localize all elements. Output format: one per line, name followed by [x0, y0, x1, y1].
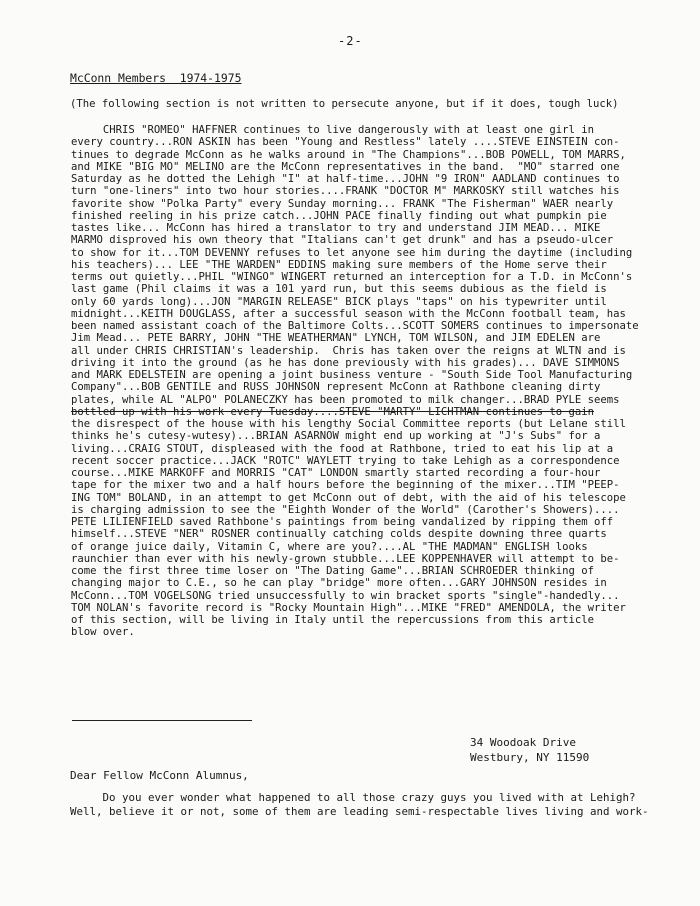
section-divider: [72, 720, 252, 721]
text-line: come the first three time loser on "The Dating Game"...BRIAN SCHROEDER thinking of: [71, 565, 594, 577]
letter-line: Do you ever wonder what happened to all those crazy guys you lived with at Lehigh?: [70, 791, 636, 804]
text-line: last game (Phil claims it was a 101 yard run, but this seems dubious as the field is: [71, 283, 607, 296]
text-line: Saturday as he dotted the Lehigh "I" at half-time...JOHN "9 IRON" AADLAND continues to: [71, 173, 620, 185]
text-line: all under CHRIS CHRISTIAN's leadership. Chris has taken over the reigns at WLTN and is: [71, 344, 626, 357]
text-line: tinues to degrade McConn as he walks around in "The Champions"...BOB POWELL, TOM MARRS,: [71, 148, 626, 161]
members-paragraph: [71, 124, 671, 639]
text-line: changing major to C.E., so he can play "bridge" more often...GARY JOHNSON resides in: [71, 577, 607, 590]
text-line: MARMO disproved his own theory that "Italians can't get drunk" and has a pseudo-ulcer: [71, 234, 614, 247]
text-line: recent soccer practice...JACK "ROTC" WAYLETT trying to take Lehigh as a correspondence: [71, 454, 620, 467]
text-line: thinks he's cutesy-wutesy)...BRIAN ASARNOW might end up working at "J's Subs" for a: [71, 430, 601, 443]
disclaimer-text: (The following section is not written to persecute anyone, but if it does, tough luck): [70, 98, 619, 110]
text-line: CHRIS "ROMEO" HAFFNER continues to live dangerously with at least one girl in: [71, 124, 594, 136]
text-line: only 60 yards long)...JON "MARGIN RELEASE" BICK plays "taps" on his typewriter until: [71, 295, 607, 308]
text-line: PETE LILIENFIELD saved Rathbone's paintings from being vandalized by ripping them off: [71, 516, 614, 528]
text-line: driving it into the ground (as he has done previously with his grades)... DAVE SIMMONS: [71, 356, 620, 369]
text-line: Company"...BOB GENTILE and RUSS JOHNSON represent McConn at Rathbone cleaning dirty: [71, 381, 601, 394]
text-line: himself...STEVE "NER" ROSNER continually catching colds despite downing three quarts: [71, 528, 607, 541]
text-line: favorite show "Polka Party" every Sunday morning... FRANK "The Fisherman" WAER nearly: [71, 197, 614, 210]
text-line: raunchier than ever with his newly-grown stubble...LEE KOPPENHAVER will attempt to be-: [71, 552, 620, 565]
letter-salutation: Dear Fellow McConn Alumnus,: [70, 769, 249, 782]
text-line: of orange juice daily, Vitamin C, where are you?....AL "THE MADMAN" ENGLISH looks: [71, 540, 588, 553]
text-line: bottled up with his work every Tuesday....STEVE "MARTY" LICHTMAN continues to gain: [71, 405, 594, 418]
text-line: Jim Mead... PETE BARRY, JOHN "THE WEATHERMAN" LYNCH, TOM WILSON, and JIM EDELEN are: [71, 332, 601, 345]
text-line: midnight...KEITH DOUGLASS, after a successful season with the McConn football team, has: [71, 307, 626, 320]
section-title: McConn Members 1974-1975: [70, 71, 242, 85]
text-line: finished reeling in his prize catch...JOHN PACE finally finding out what pumpkin pie: [71, 209, 607, 222]
return-address: [470, 735, 589, 765]
text-line: of this section, will be living in Italy until the repercussions from this article: [71, 614, 594, 626]
letter-body: [70, 791, 680, 819]
page-number: -2-: [338, 34, 363, 48]
text-line: ING TOM" BOLAND, in an attempt to get McConn out of debt, with the aid of his telescope: [71, 491, 626, 504]
text-line: to show for it...TOM DEVENNY refuses to let anyone see him during the daytime (including: [71, 246, 633, 259]
letter-line: Well, believe it or not, some of them are leading semi-respectable lives living and work-: [70, 805, 649, 818]
text-line: and MARK EDELSTEIN are opening a joint business venture - "South Side Tool Manufacturing: [71, 369, 633, 381]
text-line: course...MIKE MARKOFF and MORRIS "CAT" LONDON smartly started recording a four-hour: [71, 467, 601, 479]
text-line: every country...RON ASKIN has been "Young and Restless" lately ....STEVE EINSTEIN con-: [71, 136, 620, 149]
text-line: tape for the mixer two and a half hours before the beginning of the mixer...TIM "PEEP-: [71, 479, 620, 492]
text-line: living...CRAIG STOUT, displeased with the food at Rathbone, tried to eat his lip at a: [71, 442, 614, 455]
text-line: the disrespect of the house with his lengthy Social Committee reports (but Lelane still: [71, 418, 626, 430]
text-line: is charging admission to see the "Eighth Wonder of the World" (Carother's Showers)....: [71, 503, 620, 516]
text-line: tastes like... McConn has hired a translator to try and understand JIM MEAD... MIKE: [71, 222, 601, 234]
text-line: plates, while AL "ALPO" POLANECZKY has been promoted to milk changer...BRAD PYLE seems: [71, 393, 620, 406]
text-line: his teachers)... LEE "THE WARDEN" EDDINS making sure members of the Home serve their: [71, 258, 607, 271]
text-line: blow over.: [71, 626, 135, 639]
text-line: and MIKE "BIG MO" MELINO are the McConn representatives in the band. "MO" starred one: [71, 160, 620, 173]
text-line: McConn...TOM VOGELSONG tried unsuccessfully to win bracket sports "single"-handedly...: [71, 589, 620, 602]
address-street: 34 Woodoak Drive: [470, 736, 576, 749]
text-line: TOM NOLAN's favorite record is "Rocky Mountain High"...MIKE "FRED" AMENDOLA, the writer: [71, 601, 626, 614]
text-line: turn "one-liners" into two hour stories....FRANK "DOCTOR M" MARKOSKY still watches his: [71, 185, 620, 198]
text-line: been named assistant coach of the Baltimore Colts...SCOTT SOMERS continues to impersonate: [71, 320, 639, 332]
address-city: Westbury, NY 11590: [470, 751, 590, 764]
text-line: terms out quietly...PHIL "WINGO" WINGERT returned an interception for a T.D. in McConn's: [71, 271, 633, 283]
